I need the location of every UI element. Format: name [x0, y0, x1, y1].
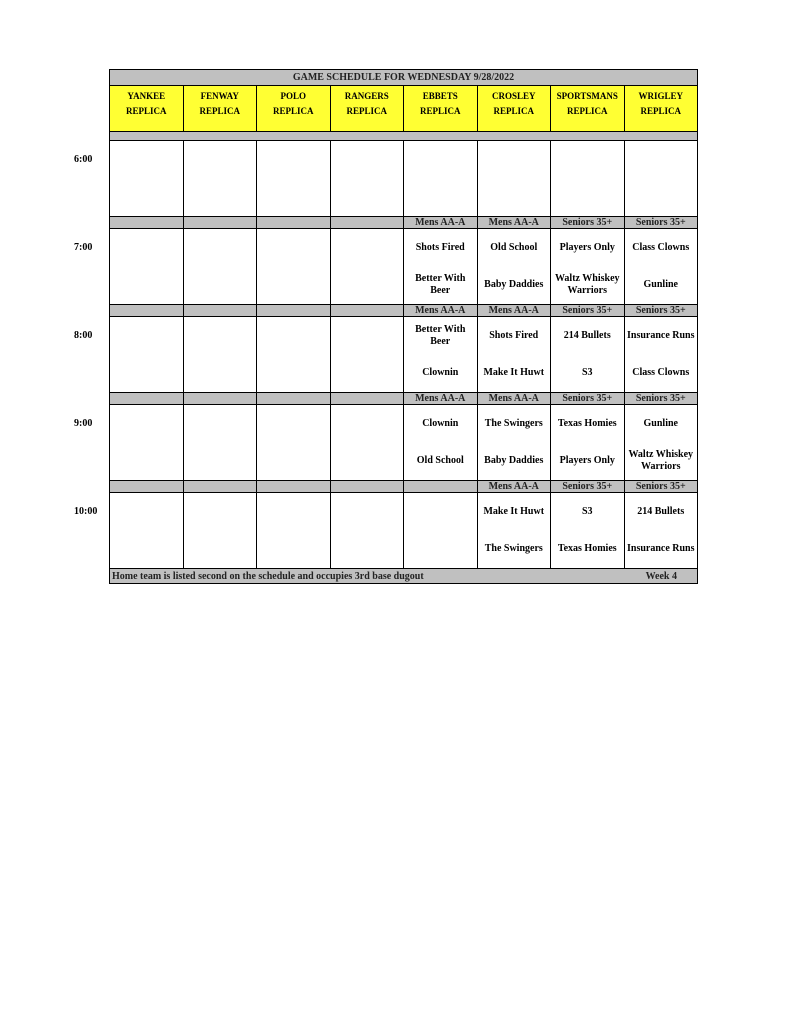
away-team	[404, 141, 477, 179]
division-label	[331, 217, 405, 228]
division-label	[331, 393, 405, 404]
division-label: Seniors 35+	[551, 305, 625, 316]
away-team	[110, 493, 183, 531]
field-subtitle: REPLICA	[419, 106, 461, 116]
game-cell	[257, 141, 331, 216]
field-header	[478, 86, 552, 131]
division-row	[110, 304, 697, 317]
home-team: S3	[581, 367, 593, 379]
away-team	[184, 317, 257, 355]
time-slot-row	[110, 405, 697, 480]
time-slot-row	[110, 317, 697, 392]
home-team	[257, 267, 330, 305]
game-cell	[110, 493, 184, 568]
game-cell	[110, 317, 184, 392]
away-team	[184, 229, 257, 267]
game-cell	[331, 405, 405, 480]
game-cell	[625, 493, 698, 568]
division-row	[110, 480, 697, 493]
home-team: Better With Beer	[415, 273, 466, 297]
game-cell	[257, 405, 331, 480]
home-team: Players Only	[559, 455, 615, 467]
division-label: Seniors 35+	[551, 217, 625, 228]
game-cell	[404, 141, 478, 216]
home-team	[257, 443, 330, 481]
division-label: Mens AA-A	[478, 217, 552, 228]
game-cell	[184, 141, 258, 216]
field-name: WRIGLEY	[638, 91, 683, 101]
game-cell	[331, 317, 405, 392]
division-label	[257, 393, 331, 404]
game-cell	[257, 317, 331, 392]
home-team	[331, 179, 404, 217]
division-label: Mens AA-A	[478, 305, 552, 316]
division-label	[257, 481, 331, 492]
division-label: Seniors 35+	[635, 393, 686, 404]
division-label: Seniors 35+	[635, 481, 686, 492]
home-team	[404, 531, 477, 569]
home-team	[257, 355, 330, 393]
game-cell	[551, 141, 625, 216]
away-team	[257, 317, 330, 355]
game-cell	[110, 141, 184, 216]
game-cell	[478, 493, 552, 568]
home-team	[257, 179, 330, 217]
away-team	[404, 493, 477, 531]
division-label: Seniors 35+	[635, 305, 686, 316]
game-cell	[478, 141, 552, 216]
game-cell	[404, 493, 478, 568]
field-header	[551, 86, 625, 131]
away-team	[257, 229, 330, 267]
away-team: Make It Huwt	[483, 505, 545, 517]
home-team	[110, 179, 183, 217]
game-cell	[184, 317, 258, 392]
away-team	[478, 141, 551, 179]
away-team: The Swingers	[484, 417, 543, 429]
field-name: SPORTSMANS	[556, 91, 618, 101]
game-cell	[625, 141, 698, 216]
away-team: 214 Bullets	[637, 505, 685, 517]
game-cell	[110, 405, 184, 480]
schedule-title: GAME SCHEDULE FOR WEDNESDAY 9/28/2022	[110, 70, 697, 86]
time-label: 6:00	[74, 154, 93, 165]
schedule-table	[109, 69, 698, 584]
game-cell	[404, 229, 478, 304]
division-label: Mens AA-A	[404, 217, 478, 228]
division-label: Seniors 35+	[635, 217, 686, 228]
away-team: S3	[581, 505, 593, 517]
field-name: RANGERS	[344, 91, 389, 101]
division-label	[331, 305, 405, 316]
game-cell	[257, 229, 331, 304]
home-team: Class Clowns	[632, 367, 690, 379]
home-team	[110, 531, 183, 569]
field-header	[331, 86, 405, 131]
game-cell	[625, 317, 698, 392]
division-label	[110, 305, 184, 316]
home-team: Waltz Whiskey Warriors	[628, 449, 694, 473]
week-label: Week 4	[645, 570, 677, 582]
field-name: YANKEE	[127, 91, 166, 101]
field-subtitle: REPLICA	[640, 106, 681, 116]
division-label: Mens AA-A	[478, 393, 552, 404]
division-row	[110, 392, 697, 405]
division-label	[184, 481, 258, 492]
home-team	[184, 531, 257, 569]
division-label	[331, 481, 405, 492]
division-label	[184, 393, 258, 404]
game-cell	[331, 229, 405, 304]
away-team: Shots Fired	[415, 241, 465, 253]
home-team	[184, 179, 257, 217]
field-name: EBBETS	[422, 91, 458, 101]
away-team: Insurance Runs	[626, 329, 695, 341]
division-label: Seniors 35+	[551, 393, 625, 404]
game-cell	[625, 405, 698, 480]
away-team	[257, 493, 330, 531]
field-header	[110, 86, 184, 131]
field-header-row	[110, 86, 697, 132]
home-team: Old School	[416, 455, 464, 467]
division-label	[257, 217, 331, 228]
home-team: The Swingers	[484, 543, 543, 555]
home-team	[331, 267, 404, 305]
time-label: 10:00	[74, 506, 98, 517]
home-team: Gunline	[643, 279, 678, 291]
home-team	[184, 443, 257, 481]
field-subtitle: REPLICA	[199, 106, 240, 116]
away-team	[331, 141, 404, 179]
game-cell	[110, 229, 184, 304]
division-label	[110, 393, 184, 404]
division-label	[404, 481, 478, 492]
home-team: Make It Huwt	[483, 367, 545, 379]
game-cell	[478, 405, 552, 480]
field-subtitle: REPLICA	[566, 106, 608, 116]
home-team	[110, 267, 183, 305]
division-label: Mens AA-A	[404, 305, 478, 316]
field-subtitle: REPLICA	[493, 106, 534, 116]
division-label	[184, 305, 258, 316]
game-cell	[404, 317, 478, 392]
away-team: Clownin	[422, 417, 459, 429]
home-team: Waltz Whiskey Warriors	[554, 273, 620, 297]
away-team: Gunline	[643, 417, 678, 429]
away-team	[110, 229, 183, 267]
game-cell	[184, 405, 258, 480]
game-cell	[551, 405, 625, 480]
division-label	[110, 481, 184, 492]
field-subtitle: REPLICA	[272, 106, 314, 116]
division-label	[184, 217, 258, 228]
field-name: CROSLEY	[491, 91, 536, 101]
home-team	[184, 355, 257, 393]
division-row	[110, 216, 697, 229]
away-team	[110, 405, 183, 443]
game-cell	[184, 493, 258, 568]
header-separator	[110, 132, 697, 141]
away-team	[331, 493, 404, 531]
away-team	[110, 317, 183, 355]
time-slot-row	[110, 141, 697, 216]
field-name: FENWAY	[200, 91, 239, 101]
away-team: Shots Fired	[489, 329, 539, 341]
away-team: 214 Bullets	[563, 329, 611, 341]
field-subtitle: REPLICA	[125, 106, 167, 116]
away-team	[331, 229, 404, 267]
away-team: Better With Beer	[415, 323, 466, 347]
game-cell	[331, 141, 405, 216]
time-slot-row	[110, 229, 697, 304]
footer	[110, 568, 697, 583]
game-cell	[331, 493, 405, 568]
division-label	[110, 217, 184, 228]
time-label: 7:00	[74, 242, 93, 253]
game-cell	[478, 317, 552, 392]
home-team	[331, 355, 404, 393]
away-team	[110, 141, 183, 179]
away-team	[184, 493, 257, 531]
game-cell	[184, 229, 258, 304]
away-team: Class Clowns	[632, 241, 690, 253]
home-team: Insurance Runs	[626, 543, 695, 555]
game-cell	[404, 405, 478, 480]
home-team	[404, 179, 477, 217]
home-team	[551, 179, 624, 217]
field-name: POLO	[280, 91, 306, 101]
home-team	[110, 443, 183, 481]
time-label: 9:00	[74, 418, 93, 429]
game-cell	[625, 229, 698, 304]
home-team: Baby Daddies	[484, 455, 544, 467]
away-team: Old School	[490, 241, 538, 253]
field-subtitle: REPLICA	[346, 106, 387, 116]
home-team	[110, 355, 183, 393]
field-header	[257, 86, 331, 131]
home-team	[331, 531, 404, 569]
away-team	[625, 141, 698, 179]
away-team	[184, 405, 257, 443]
away-team: Players Only	[559, 241, 615, 253]
away-team	[184, 141, 257, 179]
home-team	[331, 443, 404, 481]
division-label: Mens AA-A	[478, 481, 552, 492]
home-team	[184, 267, 257, 305]
away-team	[331, 317, 404, 355]
footer-note: Home team is listed second on the schedule and occupies 3rd base dugout	[112, 570, 424, 582]
time-slot-row	[110, 493, 697, 568]
home-team: Clownin	[422, 367, 459, 379]
game-cell	[551, 229, 625, 304]
home-team	[625, 179, 698, 217]
game-cell	[551, 317, 625, 392]
home-team	[257, 531, 330, 569]
away-team	[257, 405, 330, 443]
game-cell	[478, 229, 552, 304]
division-label	[257, 305, 331, 316]
field-header	[404, 86, 478, 131]
away-team	[331, 405, 404, 443]
away-team	[257, 141, 330, 179]
division-label: Mens AA-A	[404, 393, 478, 404]
time-label: 8:00	[74, 330, 93, 341]
game-cell	[257, 493, 331, 568]
field-header	[625, 86, 698, 131]
home-team	[478, 179, 551, 217]
game-cell	[551, 493, 625, 568]
away-team: Texas Homies	[557, 417, 617, 429]
away-team	[551, 141, 624, 179]
home-team: Baby Daddies	[484, 279, 544, 291]
division-label: Seniors 35+	[551, 481, 625, 492]
home-team: Texas Homies	[557, 543, 617, 555]
field-header	[184, 86, 258, 131]
